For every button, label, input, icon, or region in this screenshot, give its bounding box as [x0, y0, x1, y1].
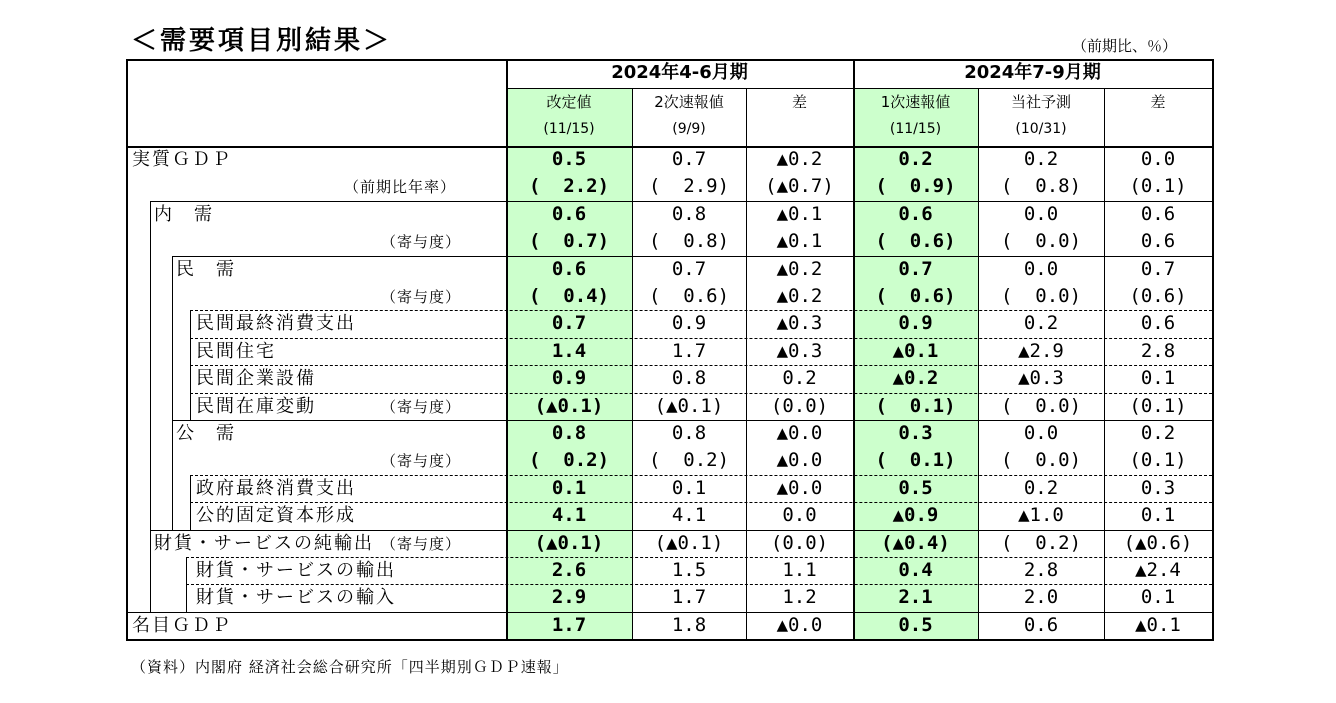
table-cell: ▲2.9 — [1018, 339, 1064, 362]
table-cell: ▲0.0 — [776, 613, 823, 636]
table-cell: 0.2 — [1023, 312, 1059, 335]
table-cell: 0.6 — [551, 202, 587, 225]
column-divider — [506, 59, 508, 639]
section-border — [150, 530, 1213, 531]
table-cell: ( 0.0) — [1000, 285, 1082, 307]
table-cell: 1.8 — [671, 613, 707, 636]
table-cell: 2.8 — [1140, 339, 1176, 362]
table-cell: 0.1 — [671, 476, 707, 499]
table-cell: 0.8 — [671, 202, 707, 225]
unit-note: （前期比、％） — [1072, 37, 1178, 55]
table-bottom-border — [126, 640, 1213, 641]
row-label: 財貨・サービスの輸入 — [196, 587, 396, 609]
table-cell: ( 0.1) — [875, 394, 956, 417]
table-cell: ▲2.4 — [1135, 559, 1181, 581]
table-cell: 0.3 — [1140, 476, 1176, 499]
table-cell: 0.0 — [1023, 422, 1059, 444]
column-header-label: 当社予測 — [1010, 93, 1071, 111]
section-border — [190, 393, 1212, 394]
column-header-date: (11/15) — [889, 121, 942, 137]
table-cell: ( 0.2) — [528, 449, 610, 472]
table-cell: ( 2.2) — [528, 175, 610, 198]
table-cell: (▲0.1) — [534, 394, 604, 417]
table-cell: 4.1 — [671, 504, 707, 527]
table-cell: (0.6) — [1129, 285, 1187, 307]
table-cell: ▲0.1 — [1135, 613, 1181, 636]
table-cell: (▲0.6) — [1123, 531, 1193, 554]
column-header-label: 差 — [1150, 93, 1166, 111]
table-cell: ▲0.2 — [776, 285, 823, 307]
row-sublabel: （寄与度） — [381, 397, 462, 416]
table-cell: ( 0.0) — [1000, 394, 1082, 417]
table-cell: ▲0.1 — [776, 230, 823, 253]
table-cell: 0.6 — [1140, 230, 1176, 253]
table-cell: 0.0 — [782, 504, 817, 527]
table-cell: 0.8 — [671, 422, 707, 444]
table-cell: 0.0 — [1023, 257, 1059, 280]
table-cell: 0.6 — [1023, 613, 1059, 636]
table-cell: (▲0.1) — [654, 531, 724, 554]
row-label: 財貨・サービスの輸出 — [196, 560, 396, 581]
source-note: （資料）内閣府 経済社会総合研究所「四半期別ＧＤＰ速報」 — [131, 658, 569, 676]
row-label: 名目ＧＤＰ — [132, 614, 232, 636]
table-cell: 0.2 — [1140, 422, 1176, 444]
table-cell: (▲0.7) — [765, 175, 834, 198]
section-border — [190, 310, 1212, 311]
table-cell: 0.3 — [898, 422, 933, 444]
table-cell: 2.6 — [551, 559, 587, 581]
row-label: 政府最終消費支出 — [196, 477, 356, 499]
table-cell: ▲0.1 — [892, 339, 939, 362]
table-cell: (0.1) — [1129, 175, 1187, 198]
table-cell: 0.1 — [1140, 586, 1176, 609]
table-cell: ▲0.3 — [776, 312, 823, 335]
table-cell: ( 0.6) — [875, 230, 956, 253]
table-cell: 0.7 — [671, 148, 707, 170]
table-cell: ( 2.9) — [648, 175, 730, 198]
row-label: 内 需 — [154, 203, 214, 225]
section-border — [172, 420, 1213, 421]
table-cell: ( 0.2) — [648, 449, 730, 472]
table-cell: ▲0.0 — [776, 476, 823, 499]
table-cell: ▲0.3 — [776, 339, 823, 362]
table-cell: 2.0 — [1023, 586, 1059, 609]
table-cell: (▲0.1) — [654, 394, 724, 417]
column-header-date: (9/9) — [672, 121, 706, 137]
column-header-label: 改定値 — [546, 93, 592, 111]
table-cell: 0.2 — [1023, 148, 1059, 170]
table-cell: 0.7 — [551, 312, 587, 335]
table-cell: 0.5 — [898, 476, 933, 499]
table-cell: 2.9 — [551, 586, 587, 609]
row-label: 公的固定資本形成 — [196, 505, 356, 527]
column-header-label: 2次速報値 — [654, 93, 724, 111]
demand-results-table — [126, 59, 1212, 639]
table-cell: 1.4 — [551, 339, 587, 362]
table-cell: 1.2 — [782, 586, 817, 609]
column-header-date: (11/15) — [543, 121, 595, 137]
table-cell: 0.7 — [898, 257, 933, 280]
indent-guide — [172, 256, 173, 530]
table-cell: ( 0.8) — [1000, 175, 1082, 198]
row-label: 民 需 — [176, 258, 236, 280]
table-cell: 0.2 — [1023, 476, 1059, 499]
table-cell: 1.1 — [782, 559, 817, 581]
row-label: 実質ＧＤＰ — [132, 149, 232, 170]
table-cell: ▲0.1 — [776, 202, 823, 225]
section-border — [186, 557, 1212, 558]
row-sublabel: （寄与度） — [381, 233, 462, 252]
table-cell: ( 0.1) — [875, 449, 956, 472]
section-border — [190, 502, 1212, 503]
row-sublabel: （寄与度） — [381, 288, 462, 306]
table-cell: 0.6 — [898, 202, 933, 225]
table-cell: ( 0.8) — [648, 230, 730, 253]
row-sublabel: （前期比年率） — [344, 178, 457, 197]
table-cell: 1.7 — [551, 613, 587, 636]
table-cell: ▲0.2 — [776, 148, 823, 170]
table-cell: 0.1 — [1140, 504, 1176, 527]
table-cell: 0.8 — [551, 422, 587, 444]
row-label: 民間在庫変動 — [196, 395, 316, 417]
table-cell: 0.2 — [782, 367, 817, 390]
table-cell: 1.5 — [671, 559, 707, 581]
table-cell: ( 0.7) — [528, 230, 610, 253]
table-cell: 2.8 — [1023, 559, 1059, 581]
table-cell: ( 0.4) — [528, 285, 610, 307]
table-cell: 0.6 — [1140, 202, 1176, 225]
column-divider — [853, 59, 855, 639]
section-border — [186, 584, 1212, 585]
row-label: 民間最終消費支出 — [196, 313, 356, 335]
table-cell: 0.2 — [898, 148, 933, 170]
table-cell: 0.1 — [551, 476, 587, 499]
row-label: 公 需 — [176, 423, 236, 444]
table-cell: 0.6 — [551, 257, 587, 280]
table-cell: ▲1.0 — [1018, 504, 1064, 527]
table-cell: 0.6 — [1140, 312, 1176, 335]
table-cell: (0.1) — [1129, 394, 1187, 417]
section-border — [172, 256, 1213, 257]
column-header-date: (10/31) — [1015, 121, 1067, 137]
row-label: 民間企業設備 — [196, 368, 316, 390]
table-cell: ▲0.0 — [776, 422, 823, 444]
row-label: 民間住宅 — [196, 340, 276, 362]
table-cell: ( 0.6) — [648, 285, 730, 307]
table-cell: 0.9 — [898, 312, 933, 335]
section-border — [190, 338, 1212, 339]
table-cell: 0.0 — [1023, 202, 1059, 225]
header-divider — [506, 88, 1213, 89]
table-cell: 0.7 — [1140, 257, 1176, 280]
section-border — [126, 612, 1213, 613]
table-cell: 2.1 — [898, 586, 933, 609]
table-cell: ▲0.9 — [892, 504, 939, 527]
table-cell: ( 0.0) — [1000, 449, 1082, 472]
section-border — [190, 365, 1212, 366]
row-label: 財貨・サービスの純輸出 — [154, 532, 374, 554]
table-cell: ▲0.2 — [892, 367, 939, 390]
table-cell: 1.7 — [671, 586, 707, 609]
section-border — [190, 475, 1212, 476]
table-cell: ( 0.2) — [1000, 531, 1082, 554]
table-cell: 0.1 — [1140, 367, 1176, 390]
row-sublabel: （寄与度） — [381, 534, 462, 553]
page-title: ＜需要項目別結果＞ — [131, 26, 393, 56]
table-cell: 0.4 — [898, 559, 933, 581]
period-header-apr-jun: 2024年4-6月期 — [611, 62, 748, 83]
table-cell: 0.7 — [671, 257, 707, 280]
table-cell: (▲0.1) — [534, 531, 604, 554]
header-bottom-border — [126, 147, 1213, 148]
table-cell: 0.9 — [671, 312, 707, 335]
table-cell: 4.1 — [551, 504, 587, 527]
section-border — [150, 201, 1213, 202]
table-cell: (▲0.4) — [881, 531, 950, 554]
table-cell: 0.8 — [671, 367, 707, 390]
table-top-border — [126, 60, 1213, 61]
table-cell: 0.9 — [551, 367, 587, 390]
table-cell: 0.5 — [551, 148, 587, 170]
period-header-jul-sep: 2024年7-9月期 — [964, 62, 1101, 83]
table-cell: 0.5 — [898, 613, 933, 636]
table-cell: 1.7 — [671, 339, 707, 362]
column-header-label: 差 — [791, 93, 807, 111]
table-cell: ( 0.9) — [875, 175, 956, 198]
table-cell: (0.1) — [1129, 449, 1187, 472]
table-cell: ▲0.3 — [1018, 367, 1064, 390]
table-cell: (0.0) — [770, 531, 829, 554]
column-header-label: 1次速報値 — [880, 93, 951, 111]
table-cell: ▲0.0 — [776, 449, 823, 472]
table-cell: ( 0.0) — [1000, 230, 1082, 253]
table-cell: ▲0.2 — [776, 257, 823, 280]
indent-guide — [150, 201, 151, 612]
table-cell: ( 0.6) — [875, 285, 956, 307]
table-cell: 0.0 — [1140, 148, 1176, 170]
table-cell: (0.0) — [770, 394, 829, 417]
row-sublabel: （寄与度） — [381, 452, 462, 471]
